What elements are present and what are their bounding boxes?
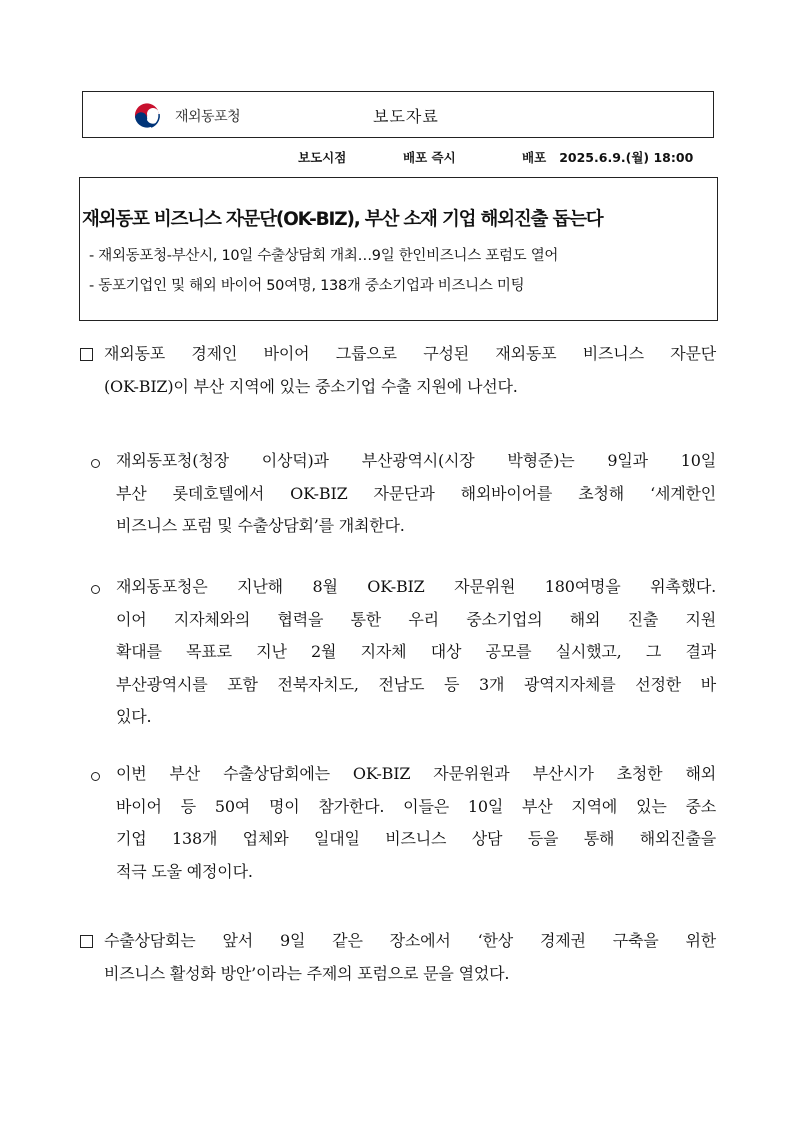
paragraph-line: (OK-BIZ)이 부산 지역에 있는 중소기업 수출 지원에 나선다. xyxy=(104,376,518,396)
paragraph-line: 수출상담회는 앞서 9일 같은 장소에서 ‘한상 경제권 구축을 위한 xyxy=(104,931,716,950)
paragraph-line: 비즈니스 활성화 방안’이라는 주제의 포럼으로 문을 열었다. xyxy=(104,963,510,983)
paragraph-line: 부산광역시를 포함 전북자치도, 전남도 등 3개 광역지자체를 선정한 바 xyxy=(116,674,716,694)
square-bullet-icon xyxy=(80,348,93,361)
circle-bullet-icon xyxy=(91,585,100,594)
paragraph-5 xyxy=(104,925,716,990)
paragraph-line: 이번 부산 수출상담회에는 OK-BIZ 자문위원과 부산시가 초청한 해외 xyxy=(116,764,716,783)
paragraph-line: 적극 도울 예정이다. xyxy=(116,861,253,881)
paragraph-line: 비즈니스 포럼 및 수출상담회’를 개최한다. xyxy=(116,516,405,535)
square-bullet-icon xyxy=(80,935,93,948)
paragraph-line: 바이어 등 50여 명이 참가한다. 이들은 10일 부산 지역에 있는 중소 xyxy=(116,796,716,816)
header-box xyxy=(82,91,714,138)
paragraph-4 xyxy=(116,758,716,888)
government-emblem-icon xyxy=(129,101,169,131)
agency-name: 재외동포청 xyxy=(175,109,241,125)
paragraph-line: 있다. xyxy=(116,707,152,726)
paragraph-line: 확대를 목표로 지난 2월 지자체 대상 공모를 실시했고, 그 결과 xyxy=(116,642,716,661)
circle-bullet-icon xyxy=(91,772,100,781)
release-time-value: 배포 즉시 xyxy=(403,150,456,165)
headline: 재외동포 비즈니스 자문단(OK-BIZ), 부산 소재 기업 해외진출 돕는다 xyxy=(82,209,603,230)
paragraph-1 xyxy=(104,338,716,403)
circle-bullet-icon xyxy=(91,459,100,468)
release-time-label: 보도시점 xyxy=(298,150,347,165)
paragraph-line: 재외동포청(청장 이상덕)과 부산광역시(시장 박형준)는 9일과 10일 xyxy=(116,451,716,470)
paragraph-line: 재외동포청은 지난해 8월 OK-BIZ 자문위원 180여명을 위촉했다. xyxy=(116,577,716,596)
document-type: 보도자료 xyxy=(373,107,439,126)
title-box xyxy=(79,177,718,321)
subheadline-1: - 재외동포청-부산시, 10일 수출상담회 개최…9일 한인비즈니스 포럼도 열어 xyxy=(89,248,559,264)
paragraph-line: 부산 롯데호텔에서 OK-BIZ 자문단과 해외바이어를 초청해 ‘세계한인 xyxy=(116,483,716,503)
paragraph-line: 이어 지자체와의 협력을 통한 우리 중소기업의 해외 진출 지원 xyxy=(116,609,716,629)
distribution-date: 배포 2025.6.9.(월) 18:00 xyxy=(522,150,694,165)
paragraph-2 xyxy=(116,445,716,543)
subheadline-2: - 동포기업인 및 해외 바이어 50여명, 138개 중소기업과 비즈니스 미팅 xyxy=(89,278,525,294)
paragraph-line: 기업 138개 업체와 일대일 비즈니스 상담 등을 통해 해외진출을 xyxy=(116,829,716,848)
paragraph-3 xyxy=(116,571,716,734)
paragraph-line: 재외동포 경제인 바이어 그룹으로 구성된 재외동포 비즈니스 자문단 xyxy=(104,344,716,363)
